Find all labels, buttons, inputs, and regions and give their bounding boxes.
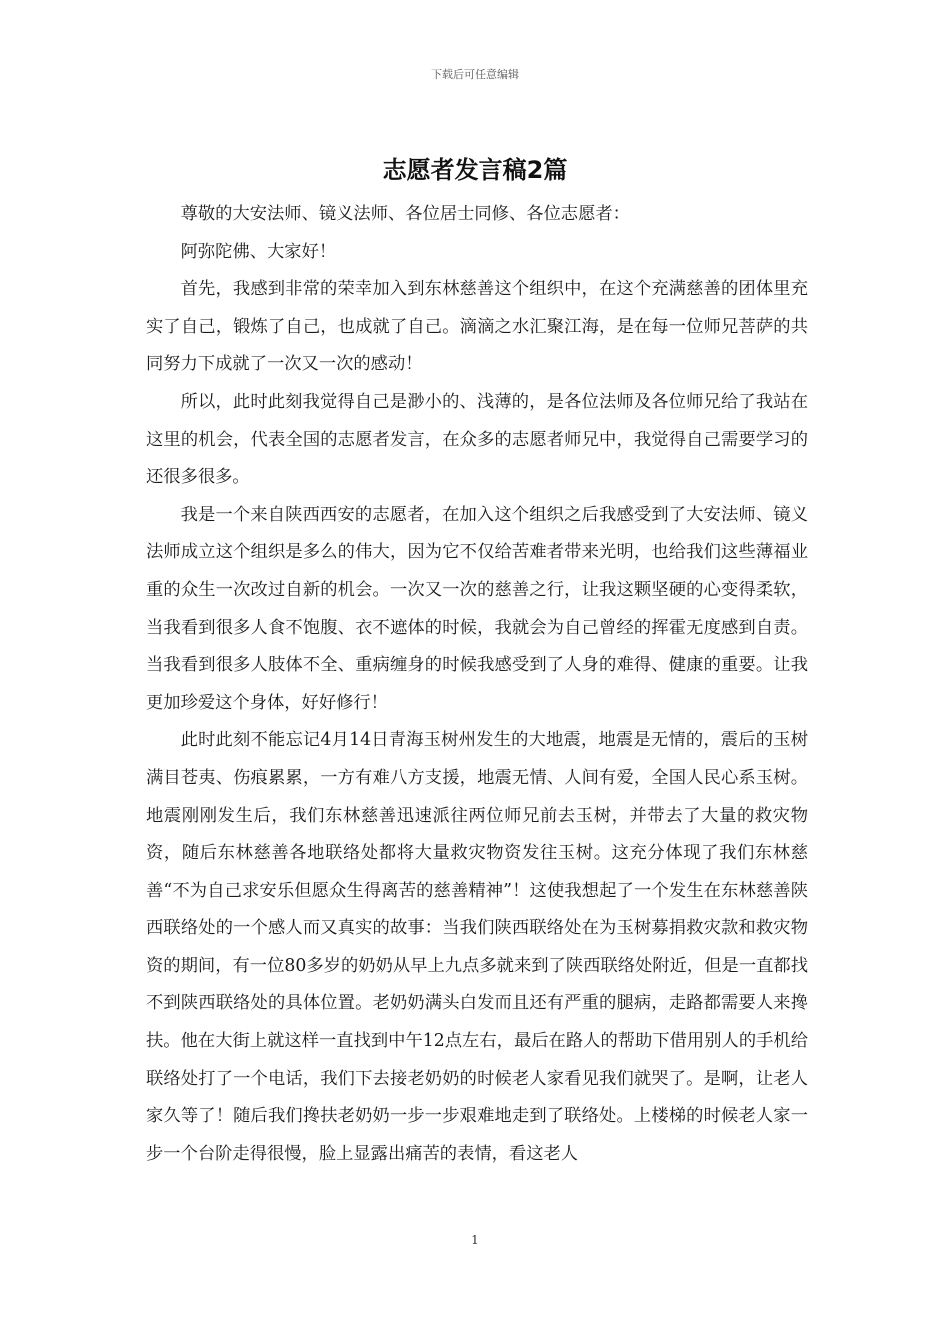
- paragraph: 我是一个来自陕西西安的志愿者，在加入这个组织之后我感受到了大安法师、镜义法师成立这个组织是多么的伟大，因为它不仅给苦难者带来光明，也给我们这些薄福业重的众生一次改过自新的机会。一次又一次的慈善之行，让我这颗坚硬的心变得柔软，当我看到很多人食不饱腹、衣不遮体的时候，我就会为自己曾经的挥霍无度感到自责。当我看到很多人肢体不全、重病缠身的时候我感受到了人身的难得、健康的重要。让我更加珍爱这个身体，好好修行！: [146, 504, 808, 713]
- paragraph: 所以，此时此刻我觉得自己是渺小的、浅薄的，是各位法师及各位师兄给了我站在这里的机会，代表全国的志愿者发言，在众多的志愿者师兄中，我觉得自己需要学习的还很多很多。: [146, 391, 808, 488]
- document-body: [146, 196, 808, 1173]
- paragraph: 此时此刻不能忘记4月14日青海玉树州发生的大地震，地震是无情的，震后的玉树满目苍夷、伤痕累累，一方有难八方支援，地震无情、人间有爱，全国人民心系玉树。地震刚刚发生后，我们东林慈善迅速派往两位师兄前去玉树，并带去了大量的救灾物资，随后东林慈善各地联络处都将大量救灾物资发往玉树。这充分体现了我们东林慈善“不为自己求安乐但愿众生得离苦的慈善精神”！这使我想起了一个发生在东林慈善陕西联络处的一个感人而又真实的故事：当我们陕西联络处在为玉树募捐救灾款和救灾物资的期间，有一位80多岁的奶奶从早上九点多就来到了陕西联络处附近，但是一直都找不到陕西联络处的具体位置。老奶奶满头白发而且还有严重的腿病，走路都需要人来搀扶。他在大街上就这样一直找到中午12点左右，最后在路人的帮助下借用别人的手机给联络处打了一个电话，我们下去接老奶奶的时候老人家看见我们就哭了。是啊，让老人家久等了！随后我们搀扶老奶奶一步一步艰难地走到了联络处。上楼梯的时候老人家一步一个台阶走得很慢，脸上显露出痛苦的表情，看这老人: [146, 730, 808, 1164]
- header-note: 下载后可任意编辑: [431, 68, 519, 81]
- document-title: 志愿者发言稿2篇: [382, 156, 568, 184]
- paragraph: 首先，我感到非常的荣幸加入到东林慈善这个组织中，在这个充满慈善的团体里充实了自己，锻炼了自己，也成就了自己。滴滴之水汇聚江海，是在每一位师兄菩萨的共同努力下成就了一次又一次的感动！: [146, 279, 808, 375]
- page-number: 1: [471, 1233, 479, 1247]
- paragraph-salutation: 尊敬的大安法师、镜义法师、各位居士同修、各位志愿者：: [180, 204, 630, 224]
- paragraph-greeting: 阿弥陀佛、大家好！: [180, 241, 337, 262]
